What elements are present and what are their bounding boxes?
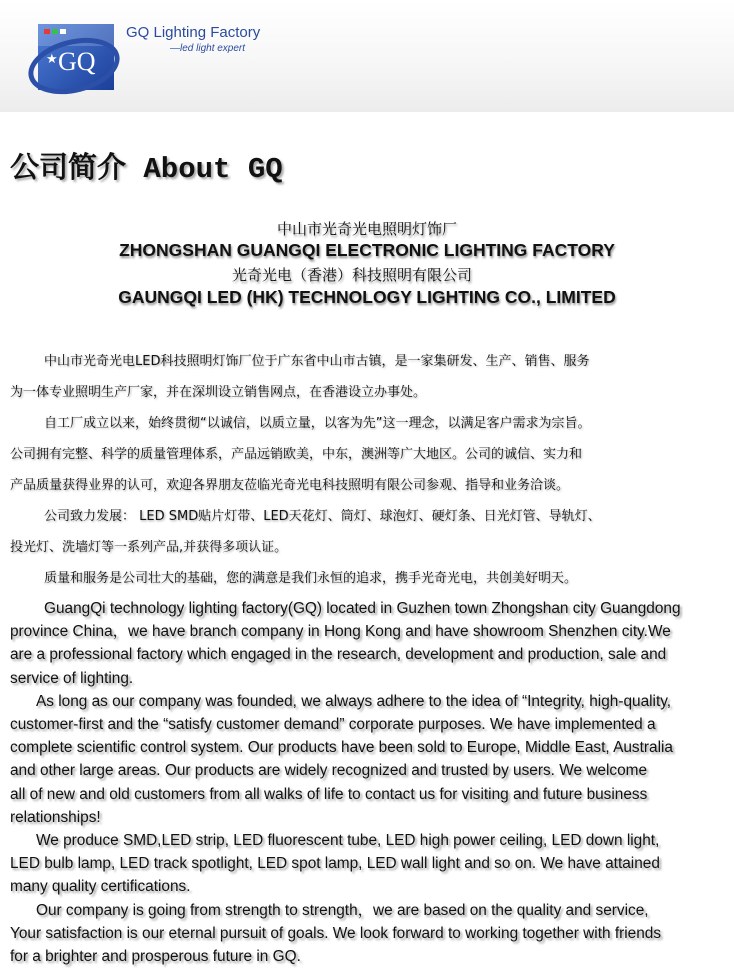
company-names (0, 218, 734, 311)
en-line: many quality certifications. (10, 878, 191, 896)
en-line: relationships! (10, 808, 101, 826)
company-name-cn-2: 光奇光电（香港）科技照明有限公司 (231, 266, 472, 284)
logo-title: GQ Lighting Factory (126, 24, 261, 41)
en-line: province China，we have branch company in Hong Kong and have showroom Shenzhen city.We (10, 623, 671, 641)
en-line: and other large areas. Our products are widely recognized and trusted by users. We welcome (10, 762, 648, 780)
en-line: customer-first and the “satisfy customer demand” corporate purposes. We have implemented a (10, 716, 656, 734)
en-line: Your satisfaction is our eternal pursuit of goals. We look forward to working together with friends (10, 924, 662, 942)
gq-logo-icon (28, 18, 128, 108)
cn-line: 投光灯、洗墙灯等一系列产品,并获得多项认证。 (10, 540, 288, 555)
en-line: GuangQi technology lighting factory(GQ) located in Guzhen town Zhongshan city Guangdong (44, 600, 681, 617)
en-line: complete scientific control system. Our products have been sold to Europe, Middle East, Australia (10, 739, 673, 757)
company-name-en-2: GAUNGQI LED (HK) TECHNOLOGY LIGHTING CO., LIMITED (118, 287, 616, 307)
cn-line: 中山市光奇光电LED科技照明灯饰厂位于广东省中山市古镇，是一家集研发、生产、销售、服务 (44, 354, 590, 369)
cn-line: 为一体专业照明生产厂家，并在深圳设立销售网点，在香港设立办事处。 (10, 385, 427, 400)
svg-text:★: ★ (46, 52, 58, 67)
company-name-en-1: ZHONGSHAN GUANGQI ELECTRONIC LIGHTING FACTORY (119, 240, 615, 260)
en-line: service of lighting. (10, 669, 134, 687)
en-line: are a professional factory which engaged in the research, development and production, sale and (10, 646, 667, 664)
en-line: As long as our company was founded, we always adhere to the idea of “Integrity, high-quality, (36, 692, 672, 710)
cn-line: 质量和服务是公司壮大的基础，您的满意是我们永恒的追求，携手光奇光电，共创美好明天。 (44, 571, 578, 586)
en-line: for a brighter and prosperous future in GQ. (10, 948, 301, 966)
en-line: Our company is going from strength to strength，we are based on the quality and service, (36, 901, 649, 919)
cn-line: 产品质量获得业界的认可，欢迎各界朋友莅临光奇光电科技照明有限公司参观、指导和业务洽谈。 (10, 478, 570, 493)
en-line: We produce SMD,LED strip, LED fluorescent tube, LED high power ceiling, LED down light, (36, 832, 660, 850)
intro-chinese (10, 346, 730, 594)
cn-line: 公司拥有完整、科学的质量管理体系，产品远销欧美，中东，澳洲等广大地区。公司的诚信、实力和 (10, 447, 583, 462)
cn-line: 自工厂成立以来，始终贯彻“以诚信，以质立量，以客为先”这一理念，以满足客户需求为宗旨。 (44, 416, 591, 431)
logo-letters: GQ (58, 47, 96, 76)
company-name-cn-1: 中山市光奇光电照明灯饰厂 (276, 220, 457, 238)
en-line: all of new and old customers from all walks of life to contact us for visiting and future business (10, 785, 648, 803)
intro-english (10, 597, 734, 968)
header-banner (0, 0, 734, 112)
logo-tagline: —led light expert (170, 43, 246, 54)
en-line: LED bulb lamp, LED track spotlight, LED spot lamp, LED wall light and so on. We have attained (10, 855, 660, 873)
cn-line: 公司致力发展： LED SMD贴片灯带、LED天花灯、筒灯、球泡灯、硬灯条、日光灯管、导轨灯、 (44, 509, 601, 524)
page-title: 公司简介 About GQ (10, 153, 283, 186)
